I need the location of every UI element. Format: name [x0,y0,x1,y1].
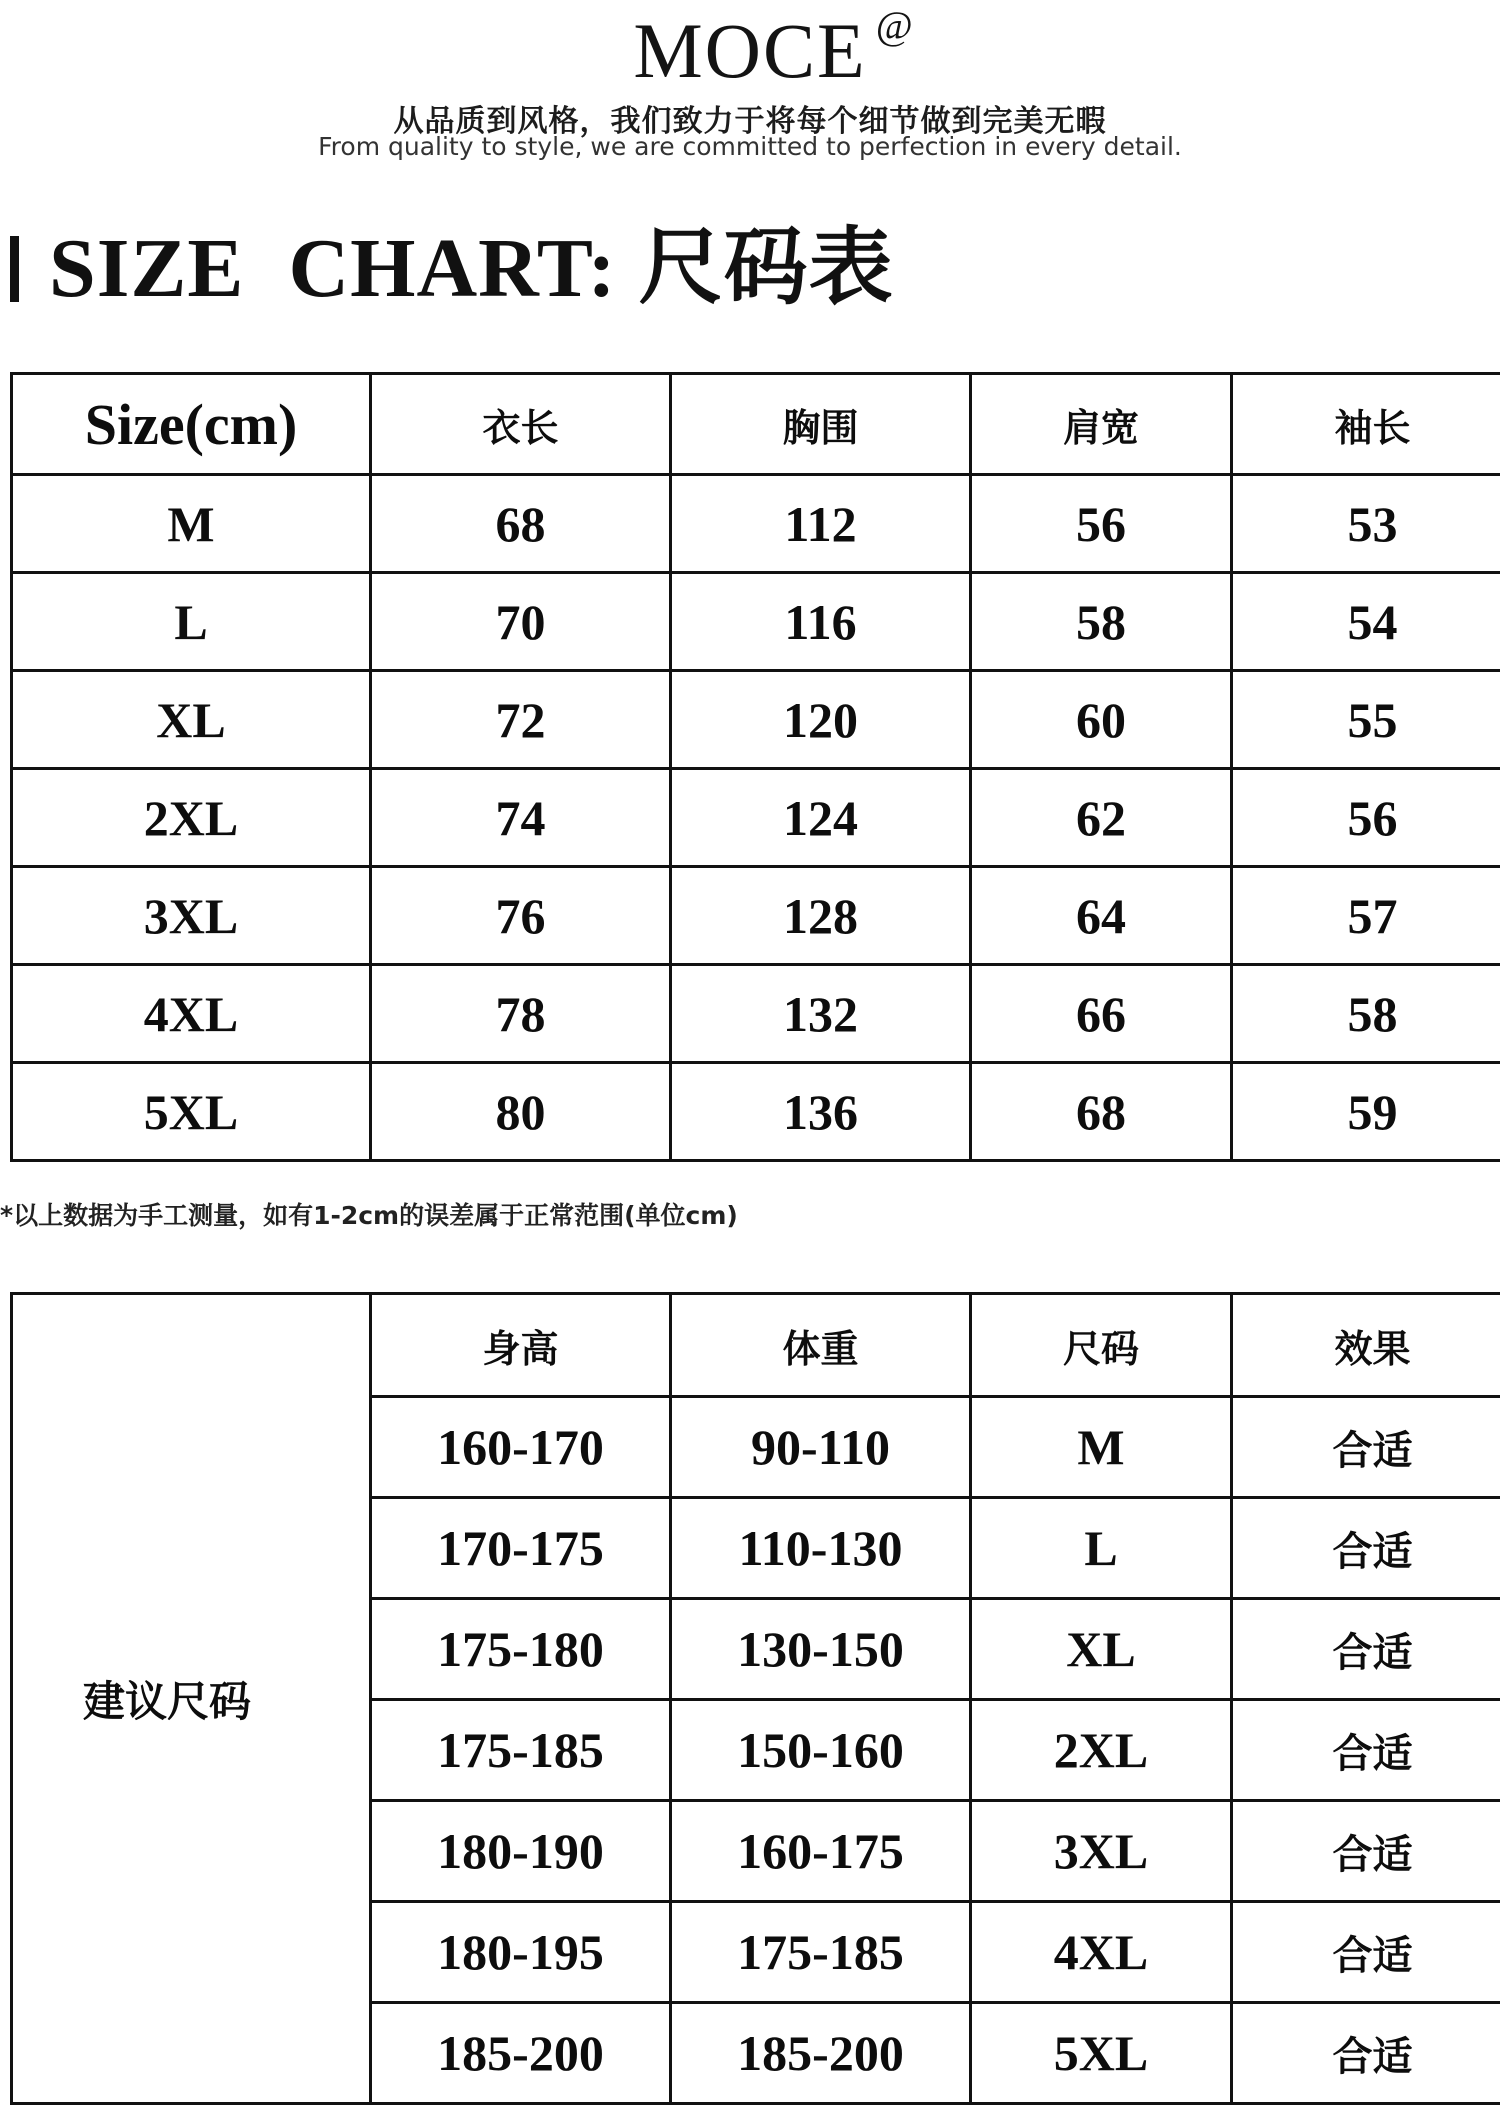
cell-sleeve: 58 [1232,965,1500,1063]
header-cell-sleeve: 袖长 [1232,374,1500,475]
table-row [12,671,1500,769]
cell-weight: 150-160 [671,1700,971,1801]
cell-shoulder: 66 [971,965,1232,1063]
cell-size: L [12,573,371,671]
size-table-header-row [12,374,1500,475]
measurement-note: *以上数据为手工测量，如有1-2cm的误差属于正常范围(单位cm) [0,1196,738,1232]
cell-size: 5XL [12,1063,371,1161]
cell-chest: 132 [671,965,971,1063]
brand-logo-mark: @ [876,6,915,46]
header-cell-size-code: 尺码 [971,1294,1232,1397]
cell-chest: 124 [671,769,971,867]
cell-height: 185-200 [371,2003,671,2104]
cell-length: 78 [371,965,671,1063]
header-cell-weight: 体重 [671,1294,971,1397]
cell-length: 76 [371,867,671,965]
recommend-table-header-row [12,1294,1500,1397]
cell-size-code: 4XL [971,1902,1232,2003]
cell-chest: 136 [671,1063,971,1161]
cell-length: 68 [371,475,671,573]
cell-height: 175-185 [371,1700,671,1801]
cell-effect: 合适 [1232,2003,1500,2104]
cell-sleeve: 54 [1232,573,1500,671]
section-title [10,226,894,312]
table-row [12,1063,1500,1161]
cell-shoulder: 68 [971,1063,1232,1161]
table-row [12,867,1500,965]
cell-length: 74 [371,769,671,867]
cell-weight: 175-185 [671,1902,971,2003]
brand-logo [633,12,866,90]
slogan-english: From quality to style, we are committed to perfection in every detail. [0,132,1500,161]
cell-height: 170-175 [371,1498,671,1599]
header-cell-chest: 胸围 [671,374,971,475]
cell-height: 160-170 [371,1397,671,1498]
cell-length: 72 [371,671,671,769]
table-row [12,965,1500,1063]
slogan-chinese: 从品质到风格，我们致力于将每个细节做到完美无暇 [0,96,1500,140]
cell-weight: 160-175 [671,1801,971,1902]
cell-sleeve: 59 [1232,1063,1500,1161]
cell-shoulder: 56 [971,475,1232,573]
header-cell-shoulder: 肩宽 [971,374,1232,475]
header-cell-effect: 效果 [1232,1294,1500,1397]
cell-chest: 120 [671,671,971,769]
table-row [12,769,1500,867]
cell-height: 175-180 [371,1599,671,1700]
table-row [12,573,1500,671]
cell-size-code: M [971,1397,1232,1498]
cell-height: 180-195 [371,1902,671,2003]
cell-shoulder: 64 [971,867,1232,965]
cell-sleeve: 57 [1232,867,1500,965]
cell-size-code: XL [971,1599,1232,1700]
title-accent-bar [10,236,19,302]
cell-sleeve: 56 [1232,769,1500,867]
cell-effect: 合适 [1232,1700,1500,1801]
cell-weight: 90-110 [671,1397,971,1498]
cell-effect: 合适 [1232,1801,1500,1902]
cell-sleeve: 55 [1232,671,1500,769]
header-cell-size: Size(cm) [12,374,371,475]
cell-effect: 合适 [1232,1902,1500,2003]
cell-weight: 185-200 [671,2003,971,2104]
cell-shoulder: 62 [971,769,1232,867]
cell-size-code: 5XL [971,2003,1232,2104]
recommended-size-table [10,1292,1500,2105]
cell-chest: 128 [671,867,971,965]
brand-logo-text: MOCE [633,7,866,94]
cell-chest: 116 [671,573,971,671]
cell-size: 3XL [12,867,371,965]
cell-size: XL [12,671,371,769]
header-cell-height: 身高 [371,1294,671,1397]
cell-size-code: 3XL [971,1801,1232,1902]
cell-chest: 112 [671,475,971,573]
title-text: SIZE CHART: 尺码表 [49,227,894,311]
cell-shoulder: 60 [971,671,1232,769]
cell-size-code: 2XL [971,1700,1232,1801]
cell-length: 70 [371,573,671,671]
cell-effect: 合适 [1232,1599,1500,1700]
table-row [12,475,1500,573]
cell-effect: 合适 [1232,1397,1500,1498]
brand-header [0,0,1500,90]
header-cell-length: 衣长 [371,374,671,475]
cell-height: 180-190 [371,1801,671,1902]
cell-sleeve: 53 [1232,475,1500,573]
cell-weight: 130-150 [671,1599,971,1700]
cell-size: M [12,475,371,573]
cell-effect: 合适 [1232,1498,1500,1599]
cell-size: 2XL [12,769,371,867]
cell-shoulder: 58 [971,573,1232,671]
cell-length: 80 [371,1063,671,1161]
cell-weight: 110-130 [671,1498,971,1599]
recommend-label: 建议尺码 [12,1294,371,2104]
size-chart-table [10,372,1500,1162]
cell-size: 4XL [12,965,371,1063]
cell-size-code: L [971,1498,1232,1599]
